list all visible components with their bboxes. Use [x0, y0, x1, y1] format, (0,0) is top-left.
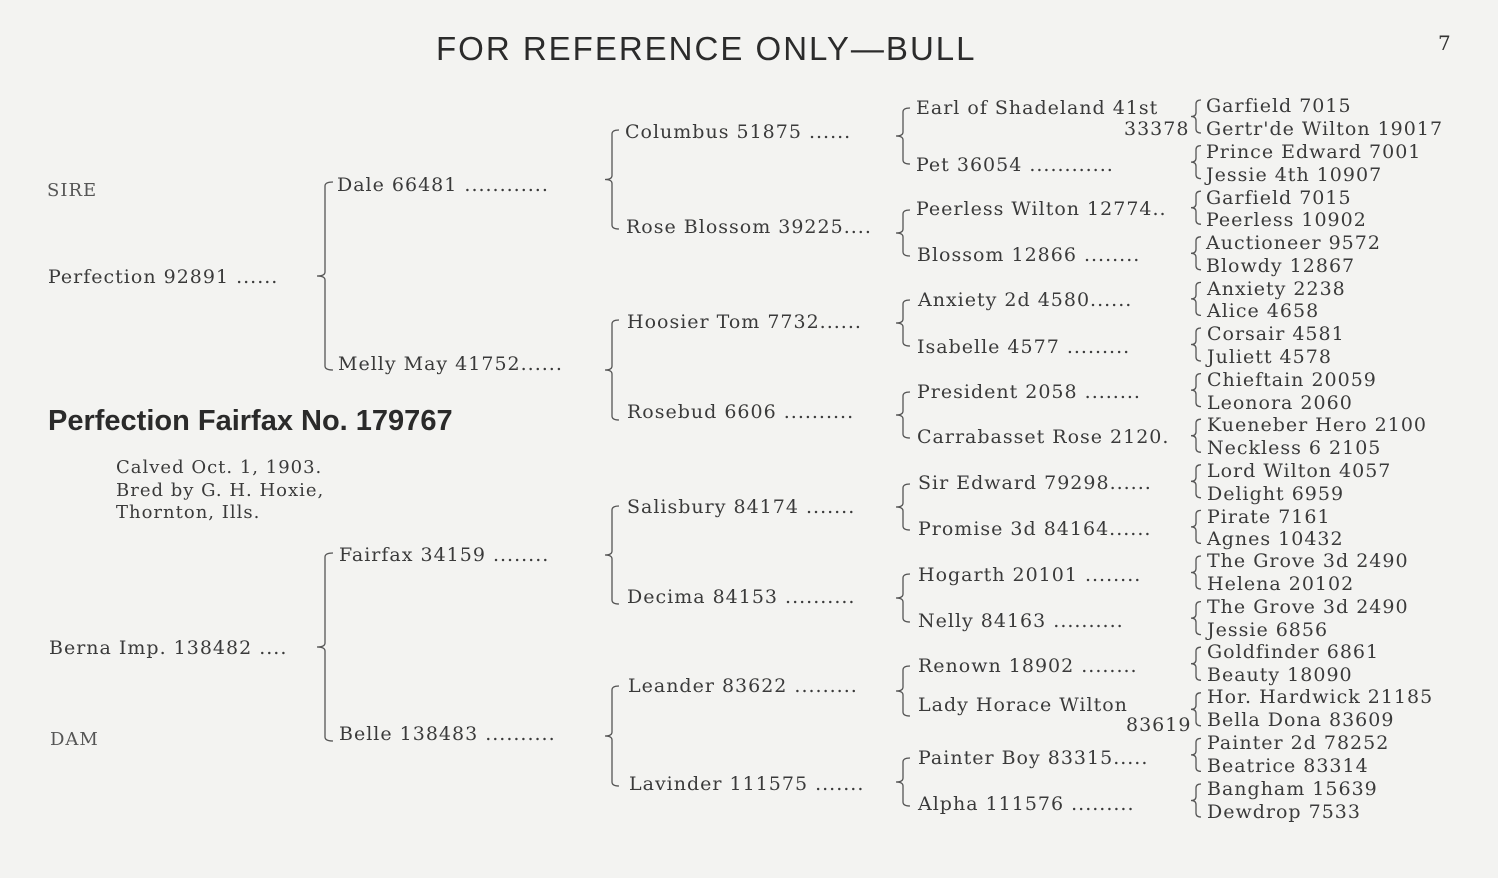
- ancestor-entry: Lavinder 111575 .......: [629, 773, 865, 795]
- pedigree-bracket: [1191, 602, 1201, 635]
- ancestor-entry: Columbus 51875 ......: [625, 121, 852, 143]
- ancestor-entry: Beatrice 83314: [1207, 755, 1369, 777]
- ancestor-entry: Rosebud 6606 ..........: [627, 401, 855, 423]
- ancestor-entry: Corsair 4581: [1207, 323, 1345, 345]
- ancestor-entry: Jessie 6856: [1207, 619, 1329, 641]
- subject-name: Perfection Fairfax No. 179767: [48, 405, 453, 437]
- pedigree-bracket: [896, 574, 910, 622]
- ancestor-entry: Kueneber Hero 2100: [1207, 414, 1427, 436]
- ancestor-entry: Promise 3d 84164......: [918, 518, 1152, 540]
- ancestor-entry: Chieftain 20059: [1207, 369, 1377, 391]
- ancestor-entry: President 2058 ........: [917, 381, 1141, 403]
- ancestor-entry: Hogarth 20101 ........: [918, 564, 1142, 586]
- ancestor-entry: Dewdrop 7533: [1207, 801, 1361, 823]
- ancestor-entry: Agnes 10432: [1207, 528, 1344, 550]
- pedigree-bracket: [605, 506, 619, 604]
- ancestor-entry: Prince Edward 7001: [1206, 141, 1422, 163]
- pedigree-bracket: [605, 130, 619, 229]
- ancestor-entry: Carrabasset Rose 2120.: [917, 426, 1170, 448]
- ancestor-entry: Dale 66481 ............: [337, 174, 549, 196]
- subject-detail-line: Calved Oct. 1, 1903.: [116, 457, 323, 478]
- subject-detail-line: Bred by G. H. Hoxie,: [116, 479, 325, 501]
- ancestor-entry: Peerless 10902: [1206, 209, 1367, 231]
- pedigree-bracket: [896, 392, 910, 438]
- sire-name: Perfection 92891 ......: [48, 266, 279, 288]
- pedigree-bracket: [1191, 738, 1201, 771]
- page-number: 7: [1438, 31, 1451, 55]
- pedigree-bracket: [1191, 647, 1201, 680]
- ancestor-entry: Renown 18902 ........: [918, 655, 1138, 677]
- ancestor-entry: Hor. Hardwick 21185: [1207, 686, 1434, 708]
- pedigree-bracket: [605, 320, 619, 420]
- subject-detail-line: Thornton, Ills.: [116, 502, 261, 523]
- ancestor-entry: Painter 2d 78252: [1207, 732, 1390, 754]
- ancestor-entry: Fairfax 34159 ........: [339, 544, 550, 566]
- ancestor-entry: Salisbury 84174 .......: [627, 496, 856, 518]
- pedigree-bracket: [896, 666, 910, 716]
- ancestor-entry: Blossom 12866 ........: [917, 244, 1141, 266]
- ancestor-entry: Anxiety 2d 4580......: [918, 289, 1133, 311]
- ancestor-entry: Rose Blossom 39225....: [626, 216, 872, 238]
- ancestor-entry: Anxiety 2238: [1207, 278, 1346, 300]
- page-title: FOR REFERENCE ONLY—BULL: [436, 30, 977, 67]
- pedigree-bracket: [1191, 328, 1201, 361]
- ancestor-entry: Delight 6959: [1207, 483, 1345, 505]
- pedigree-bracket: [1191, 100, 1201, 133]
- pedigree-bracket: [1191, 693, 1201, 726]
- ancestor-entry: Isabelle 4577 .........: [917, 336, 1131, 358]
- ancestor-entry: Melly May 41752......: [338, 353, 563, 375]
- pedigree-bracket: [896, 484, 910, 530]
- pedigree-bracket: [317, 182, 333, 370]
- ancestor-entry: Decima 84153 ..........: [627, 586, 856, 608]
- ancestor-entry: Lord Wilton 4057: [1207, 460, 1392, 482]
- ancestor-entry: Blowdy 12867: [1206, 255, 1356, 277]
- pedigree-bracket: [896, 300, 910, 346]
- ancestor-entry: Goldfinder 6861: [1207, 641, 1380, 663]
- ancestor-entry: Leander 83622 .........: [628, 675, 858, 697]
- ancestor-entry: Lady Horace Wilton: [918, 694, 1128, 716]
- pedigree-bracket: [896, 210, 910, 256]
- ancestor-entry: Gertr'de Wilton 19017: [1206, 118, 1444, 140]
- ancestor-entry: Bangham 15639: [1207, 778, 1378, 800]
- ancestor-entry: Sir Edward 79298......: [918, 472, 1152, 494]
- pedigree-bracket: [1191, 784, 1201, 817]
- ancestor-entry: Bella Dona 83609: [1207, 709, 1395, 731]
- pedigree-bracket: [1191, 191, 1201, 224]
- ancestor-entry: Neckless 6 2105: [1207, 437, 1382, 459]
- sire-label: SIRE: [47, 180, 98, 201]
- ancestor-entry: Auctioneer 9572: [1206, 232, 1381, 254]
- ancestor-entry: Belle 138483 ..........: [339, 723, 556, 745]
- dam-label: DAM: [50, 729, 99, 750]
- ancestor-entry: Pet 36054 ............: [916, 154, 1114, 176]
- ancestor-entry: Earl of Shadeland 41st: [916, 97, 1159, 119]
- ancestor-entry: The Grove 3d 2490: [1207, 596, 1409, 618]
- pedigree-bracket: [1191, 374, 1201, 407]
- ancestor-entry: Pirate 7161: [1207, 506, 1331, 528]
- ancestor-entry: Beauty 18090: [1207, 664, 1353, 686]
- ancestor-entry: Jessie 4th 10907: [1206, 164, 1383, 186]
- pedigree-bracket: [896, 758, 910, 806]
- pedigree-bracket: [1191, 282, 1201, 315]
- ancestor-entry-number: 83619: [1126, 714, 1192, 736]
- ancestor-entry: Hoosier Tom 7732......: [627, 311, 862, 333]
- pedigree-bracket: [1191, 146, 1201, 179]
- pedigree-bracket: [317, 553, 333, 741]
- ancestor-entry: Alice 4658: [1207, 300, 1320, 322]
- pedigree-bracket: [605, 686, 619, 786]
- ancestor-entry: Alpha 111576 .........: [918, 793, 1135, 815]
- pedigree-bracket: [896, 108, 910, 164]
- pedigree-bracket: [1191, 237, 1201, 270]
- ancestor-entry: Garfield 7015: [1206, 95, 1352, 117]
- ancestor-entry: Helena 20102: [1207, 573, 1355, 595]
- ancestor-entry: Painter Boy 83315.....: [918, 747, 1149, 769]
- ancestor-entry: Juliett 4578: [1207, 346, 1332, 368]
- ancestor-entry: Leonora 2060: [1207, 392, 1353, 414]
- ancestor-entry: Peerless Wilton 12774..: [916, 198, 1167, 220]
- pedigree-bracket: [1191, 465, 1201, 498]
- dam-name: Berna Imp. 138482 ....: [49, 637, 288, 659]
- pedigree-bracket: [1191, 556, 1201, 589]
- ancestor-entry: The Grove 3d 2490: [1207, 550, 1409, 572]
- pedigree-bracket: [1191, 510, 1201, 543]
- ancestor-entry-number: 33378: [1124, 118, 1190, 140]
- pedigree-bracket: [1191, 419, 1201, 452]
- ancestor-entry: Nelly 84163 ..........: [918, 610, 1124, 632]
- ancestor-entry: Garfield 7015: [1206, 187, 1352, 209]
